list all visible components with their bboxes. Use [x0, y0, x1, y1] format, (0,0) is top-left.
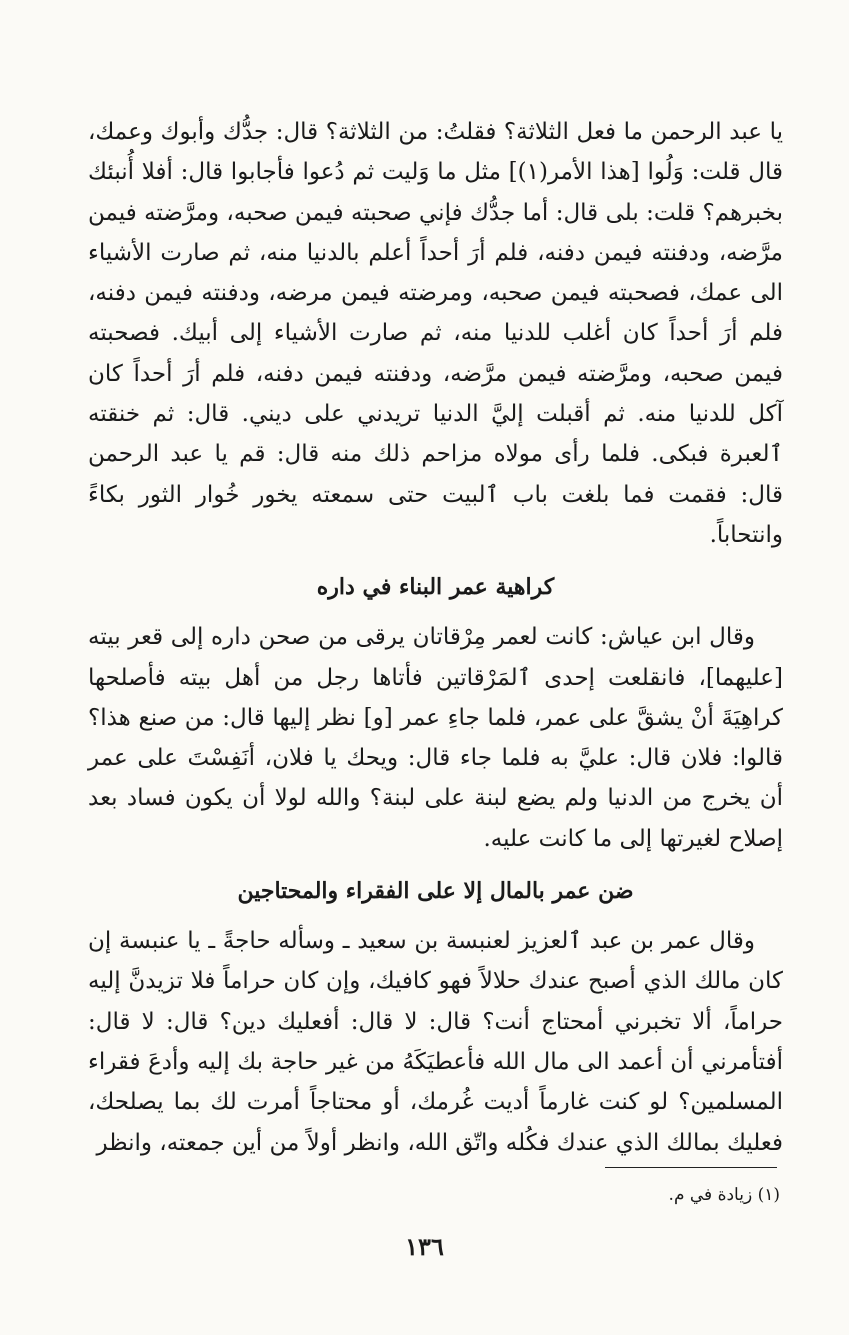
paragraph-building: وقال ابن عياش: كانت لعمر مِرْقاتان يرقى من صحن داره إلى قعر بيته [عليهما]، فانقلعت إحدى ٱلمَرْقاتين فأتاها رجل من أهل بيته فأصلحها كراهِيَةَ أنْ يشقَّ على عمر، فلما جاءِ عمر [و] نظر إليها قال: من صنع هذا؟ قالوا: فلان قال: عليَّ به فلما جاء قال: ويحك يا فلان، أنَفِسْتَ على عمر أن يخرج من الدنيا ولم يضع لبنة على لبنة؟ والله لولا أن يكون فساد بعد إصلاح لغيرتها إلى ما كانت عليه.	[88, 624, 783, 852]
section-heading-building: كراهية عمر البناء في داره	[316, 574, 555, 601]
footnote: (١) زيادة في م.	[668, 1185, 780, 1205]
page-body	[88, 112, 783, 1163]
paragraph-top: يا عبد الرحمن ما فعل الثلاثة؟ فقلتُ: من الثلاثة؟ قال: جدُّك وأبوك وعمك، قال قلت: وَلُوا [هذا الأمر(١)] مثل ما وَليت ثم دُعوا فأجابوا قال: أفلا أُنبئك بخبرهم؟ قلت: بلى قال: أما جدُّك فإني صحبته فيمن صحبه، ومرَّضته فيمن مرَّضه، ودفنته فيمن دفنه، فلم أرَ أحداً أعلم بالدنيا منه، ثم صارت الأشياء الى عمك، فصحبته فيمن صحبه، ومرضته فيمن مرضه، ودفنته فيمن دفنه، فلم أرَ أحداً كان أغلب للدنيا منه، ثم صارت الأشياء إلى أبيك. فصحبته فيمن صحبه، ومرَّضته فيمن مرَّضه، ودفنته فيمن دفنه، فلم أرَ أحداً كان آكل للدنيا منه. ثم أقبلت إليَّ الدنيا تريدني على ديني. قال: ثم خنقته ٱلعبرة فبكى. فلما رأى مولاه مزاحم ذلك منه قال: قم يا عبد الرحمن قال: فقمت فما بلغت باب ٱلبيت حتى سمعته يخور خُوار الثور بكاءً وانتحاباً.	[88, 119, 783, 548]
page-number: ١٣٦	[405, 1232, 444, 1261]
section-heading-wealth: ضن عمر بالمال إلا على الفقراء والمحتاجين	[237, 878, 634, 905]
footnote-divider	[605, 1167, 777, 1168]
paragraph-wealth: وقال عمر بن عبد ٱلعزيز لعنبسة بن سعيد ـ وسأله حاجةً ـ يا عنبسة إن كان مالك الذي أصبح عندك حلالاً فهو كافيك، وإن كان حراماً فلا تزيدنَّ إليه حراماً، ألا تخبرني أمحتاج أنت؟ قال: لا قال: أفعليك دين؟ قال: لا قال: أفتأمرني أن أعمد الى مال الله فأعطيَكَهُ من غير حاجة بك إليه وأدعَ فقراء المسلمين؟ لو كنت غارماً أديت غُرمك، أو محتاجاً أمرت لك بما يصلحك، فعليك بمالك الذي عندك فكُله واتّق الله، وانظر أولاً من أين جمعته، وانظر	[88, 928, 783, 1156]
